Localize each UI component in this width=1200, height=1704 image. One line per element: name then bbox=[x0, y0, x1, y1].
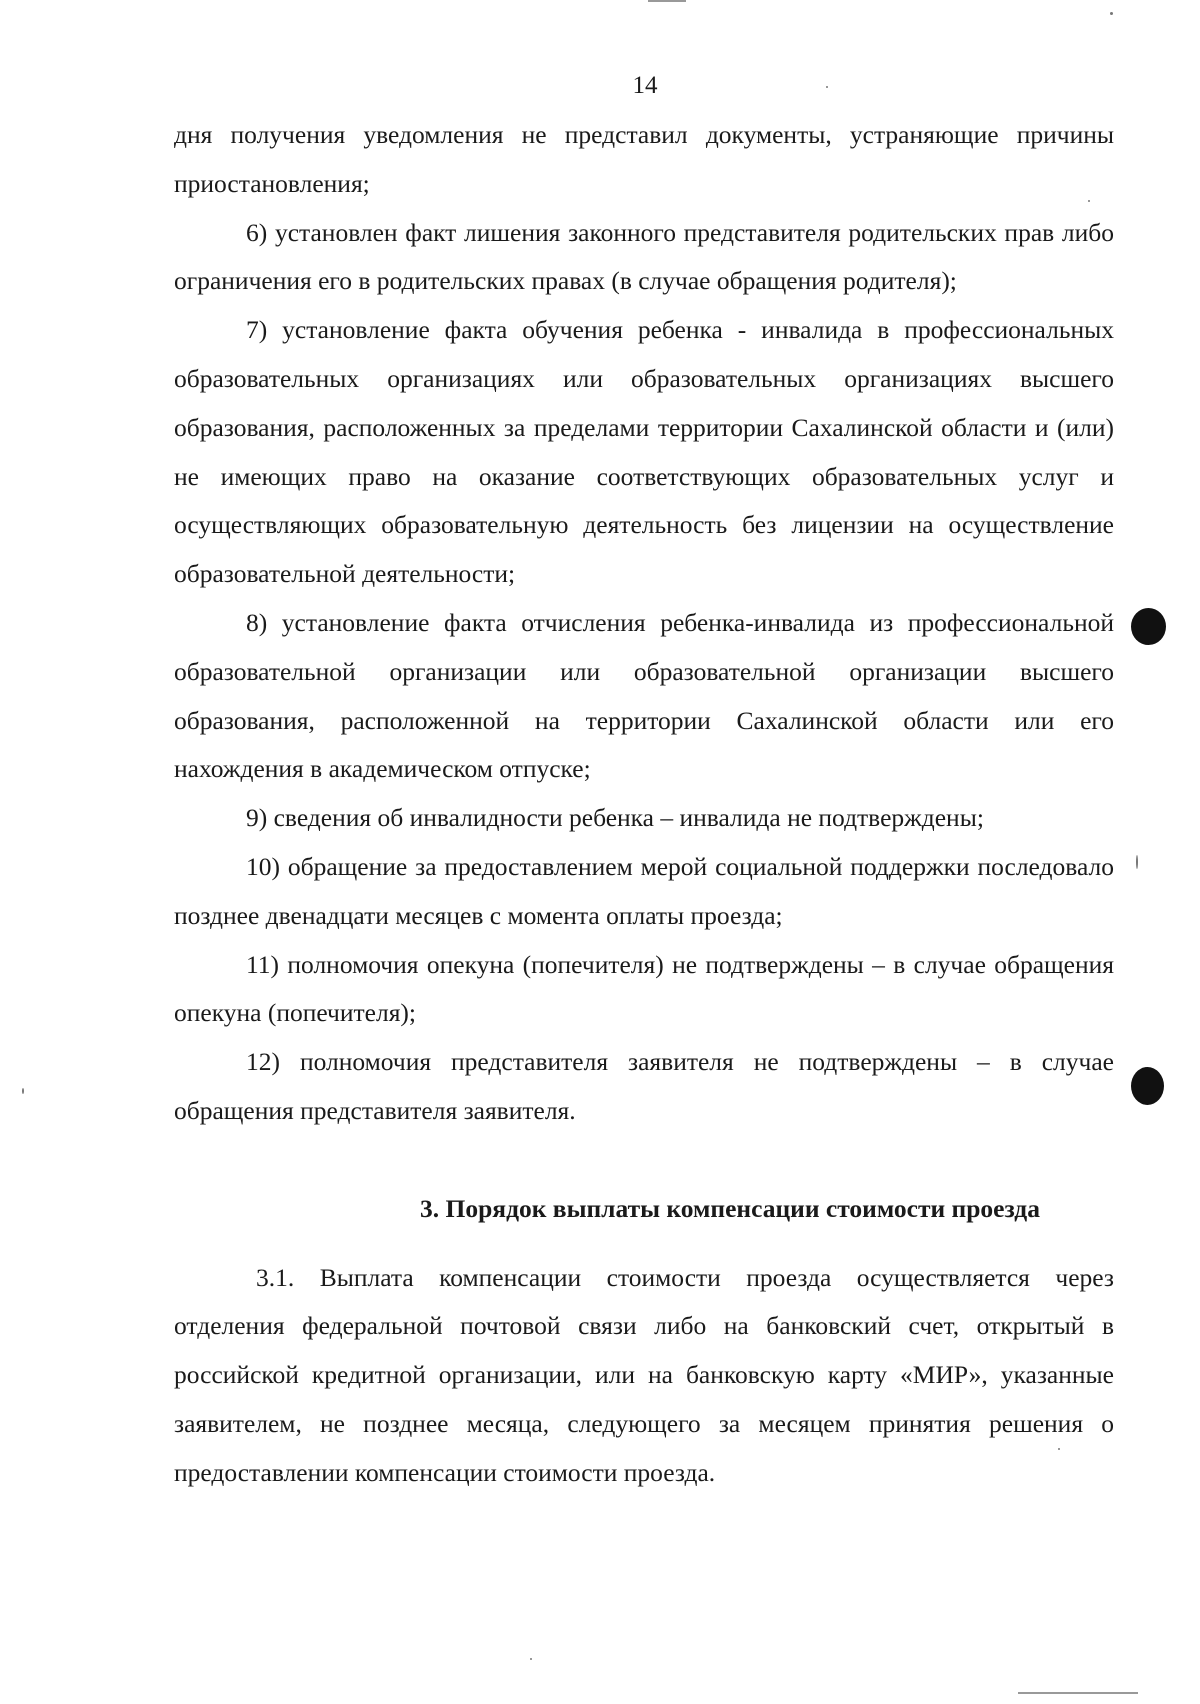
scan-speck bbox=[1088, 200, 1090, 202]
list-item-12: 12) полномочия представителя заявителя не подтверждены – в случае обращения представителя заявителя. bbox=[174, 1047, 1114, 1125]
list-item-9: 9) сведения об инвалидности ребенка – инвалида не подтверждены; bbox=[246, 803, 984, 833]
list-item-6: 6) установлен факт лишения законного представителя родительских прав либо ограничения его в родительских правах (в случае обращения родителя); bbox=[174, 217, 1114, 296]
scan-speck bbox=[826, 86, 828, 88]
section-paragraph-3-1: 3.1. Выплата компенсации стоимости проезда осуществляется через отделения федеральной почтовой связи либо на банковский счет, открытый в российской кредитной организации, или на банковскую карту «МИР», указанные заявителем, не позднее месяца, следующего за месяцем принятия решения о предоставлении компенсации стоимости проезда. bbox=[174, 1262, 1114, 1487]
list-item-7: 7) установление факта обучения ребенка - инвалида в профессиональных образовательных организациях или образовательных организациях высшего образования, расположенных за пределами территории Сахалинской области и (или) не имеющих право на оказание соответствующих образовательных услуг и осуществляющих образовательную деятельность без лицензии на осуществление образовательной деятельности; bbox=[174, 315, 1114, 589]
scan-mark bbox=[1018, 1692, 1138, 1694]
list-item-10: 10) обращение за предоставлением мерой социальной поддержки последовало позднее двенадцати месяцев с момента оплаты проезда; bbox=[174, 851, 1114, 930]
scan-speck bbox=[22, 1088, 24, 1094]
scan-blot bbox=[1131, 608, 1166, 645]
scan-speck bbox=[1058, 1448, 1060, 1450]
page-number: 14 bbox=[632, 72, 658, 99]
document-body bbox=[174, 111, 1114, 1498]
list-item-11: 11) полномочия опекуна (попечителя) не подтверждены – в случае обращения опекуна (попечителя); bbox=[174, 949, 1114, 1028]
scan-speck bbox=[530, 1658, 532, 1660]
scan-mark bbox=[648, 0, 686, 2]
list-item-8: 8) установление факта отчисления ребенка-инвалида из профессиональной образовательной организации или образовательной организации высшего образования, расположенной на территории Сахалинской области или его нахождения в академическом отпуске; bbox=[174, 607, 1114, 784]
section-heading: 3. Порядок выплаты компенсации стоимости проезда bbox=[420, 1193, 1040, 1223]
scan-blot bbox=[1131, 1067, 1164, 1105]
scan-speck bbox=[1110, 12, 1113, 15]
scan-speck bbox=[1136, 855, 1138, 869]
paragraph-continuation: дня получения уведомления не представил документы, устраняющие причины приостановления; bbox=[174, 120, 1114, 198]
